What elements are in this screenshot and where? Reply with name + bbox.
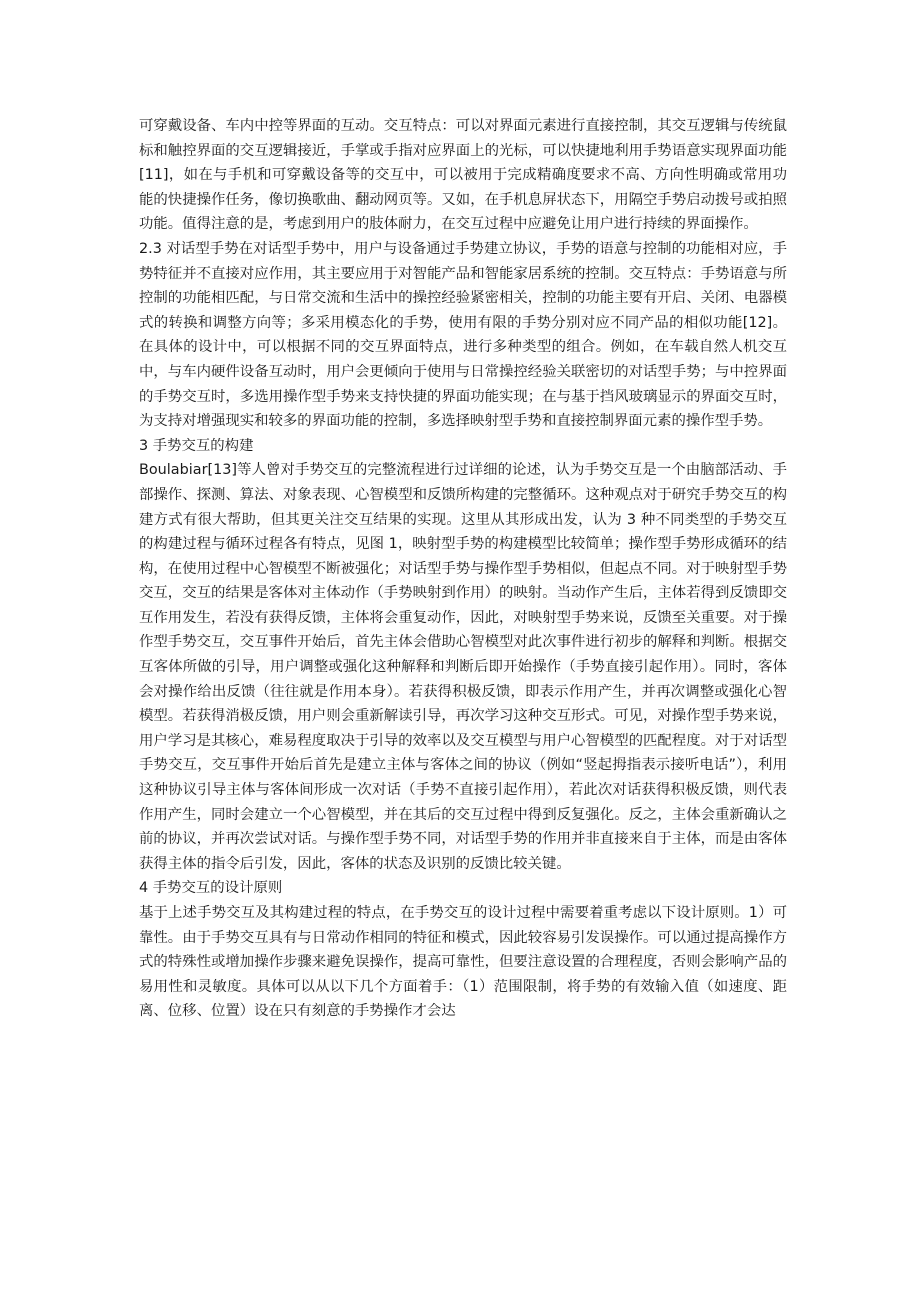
section-heading-4: 4 手势交互的设计原则	[139, 880, 283, 897]
section-heading-3: 3 手势交互的构建	[139, 437, 254, 454]
paragraph-design-principles: 基于上述手势交互及其构建过程的特点，在手势交互的设计过程中需要着重考虑以下设计原则。1）可靠性。由于手势交互具有与日常动作相同的特征和模式，因此较容易引发误操作。可以通过提高操作方式的特殊性或增加操作步骤来避免误操作，提高可靠性，但要注意设置的合理程度，否则会影响产品的易用性和灵敏度。具体可以从以下几个方面着手：（1）范围限制，将手势的有效输入值（如速度、距离、位移、位置）设在只有刻意的手势操作才会达	[139, 905, 787, 1020]
paragraph-gesture-construction: Boulabiar[13]等人曾对手势交互的完整流程进行过详细的论述，认为手势交互是一个由脑部活动、手部操作、探测、算法、对象表现、心智模型和反馈所构建的完整循环。这种观点对于研究手势交互的构建方式有很大帮助，但其更关注交互结果的实现。这里从其形成出发，认为 3 种不同类型的手势交互的构建过程与循环过程各有特点，见图 1，映射型手势的构建模型比较简单；操作型手势形成循环的结构，在使用过程中心智模型不断被强化；对话型手势与操作型手势相似，但起点不同。对于映射型手势交互，交互的结果是客体对主体动作（手势映射到作用）的映射。当动作产生后，主体若得到反馈即交互作用发生，若没有获得反馈，主体将会重复动作，因此，对映射型手势来说，反馈至关重要。对于操作型手势交互，交互事件开始后，首先主体会借助心智模型对此次事件进行初步的解释和判断。根据交互客体所做的引导，用户调整或强化这种解释和判断后即开始操作（手势直接引起作用）。同时，客体会对操作给出反馈（往往就是作用本身）。若获得积极反馈，即表示作用产生，并再次调整或强化心智模型。若获得消极反馈，用户则会重新解读引导，再次学习这种交互形式。可见，对操作型手势来说，用户学习是其核心，难易程度取决于引导的效率以及交互模型与用户心智模型的匹配程度。对于对话型手势交互，交互事件开始后首先是建立主体与客体之间的协议（例如“竖起拇指表示接听电话”），利用这种协议引导主体与客体间形成一次对话（手势不直接引起作用），若此次对话获得积极反馈，则代表作用产生，同时会建立一个心智模型，并在其后的交互过程中得到反复强化。反之，主体会重新确认之前的协议，并再次尝试对话。与操作型手势不同，对话型手势的作用并非直接来自于主体，而是由客体获得主体的指令后引发，因此，客体的状态及识别的反馈比较关键。	[139, 462, 787, 872]
document-page	[139, 114, 787, 1024]
paragraph-dialog-gesture: 2.3 对话型手势在对话型手势中，用户与设备通过手势建立协议，手势的语意与控制的功能相对应，手势特征并不直接对应作用，其主要应用于对智能产品和智能家居系统的控制。交互特点：手势语意与所控制的功能相匹配，与日常交流和生活中的操控经验紧密相关，控制的功能主要有开启、关闭、电器模式的转换和调整方向等；多采用模态化的手势，使用有限的手势分别对应不同产品的相似功能[12]。在具体的设计中，可以根据不同的交互界面特点，进行多种类型的组合。例如，在车载自然人机交互中，与车内硬件设备互动时，用户会更倾向于使用与日常操控经验关联密切的对话型手势；与中控界面的手势交互时，多选用操作型手势来支持快捷的界面功能实现；在与基于挡风玻璃显示的界面交互时，为支持对增强现实和较多的界面功能的控制，多选择映射型手势和直接控制界面元素的操作型手势。	[139, 240, 787, 430]
paragraph-interaction-features: 可穿戴设备、车内中控等界面的互动。交互特点：可以对界面元素进行直接控制，其交互逻辑与传统鼠标和触控界面的交互逻辑接近，手掌或手指对应界面上的光标，可以快捷地利用手势语意实现界面功能[11]，如在与手机和可穿戴设备等的交互中，可以被用于完成精确度要求不高、方向性明确或常用功能的快捷操作任务，像切换歌曲、翻动网页等。又如，在手机息屏状态下，用隔空手势启动拨号或拍照功能。值得注意的是，考虑到用户的肢体耐力，在交互过程中应避免让用户进行持续的界面操作。	[139, 118, 787, 233]
